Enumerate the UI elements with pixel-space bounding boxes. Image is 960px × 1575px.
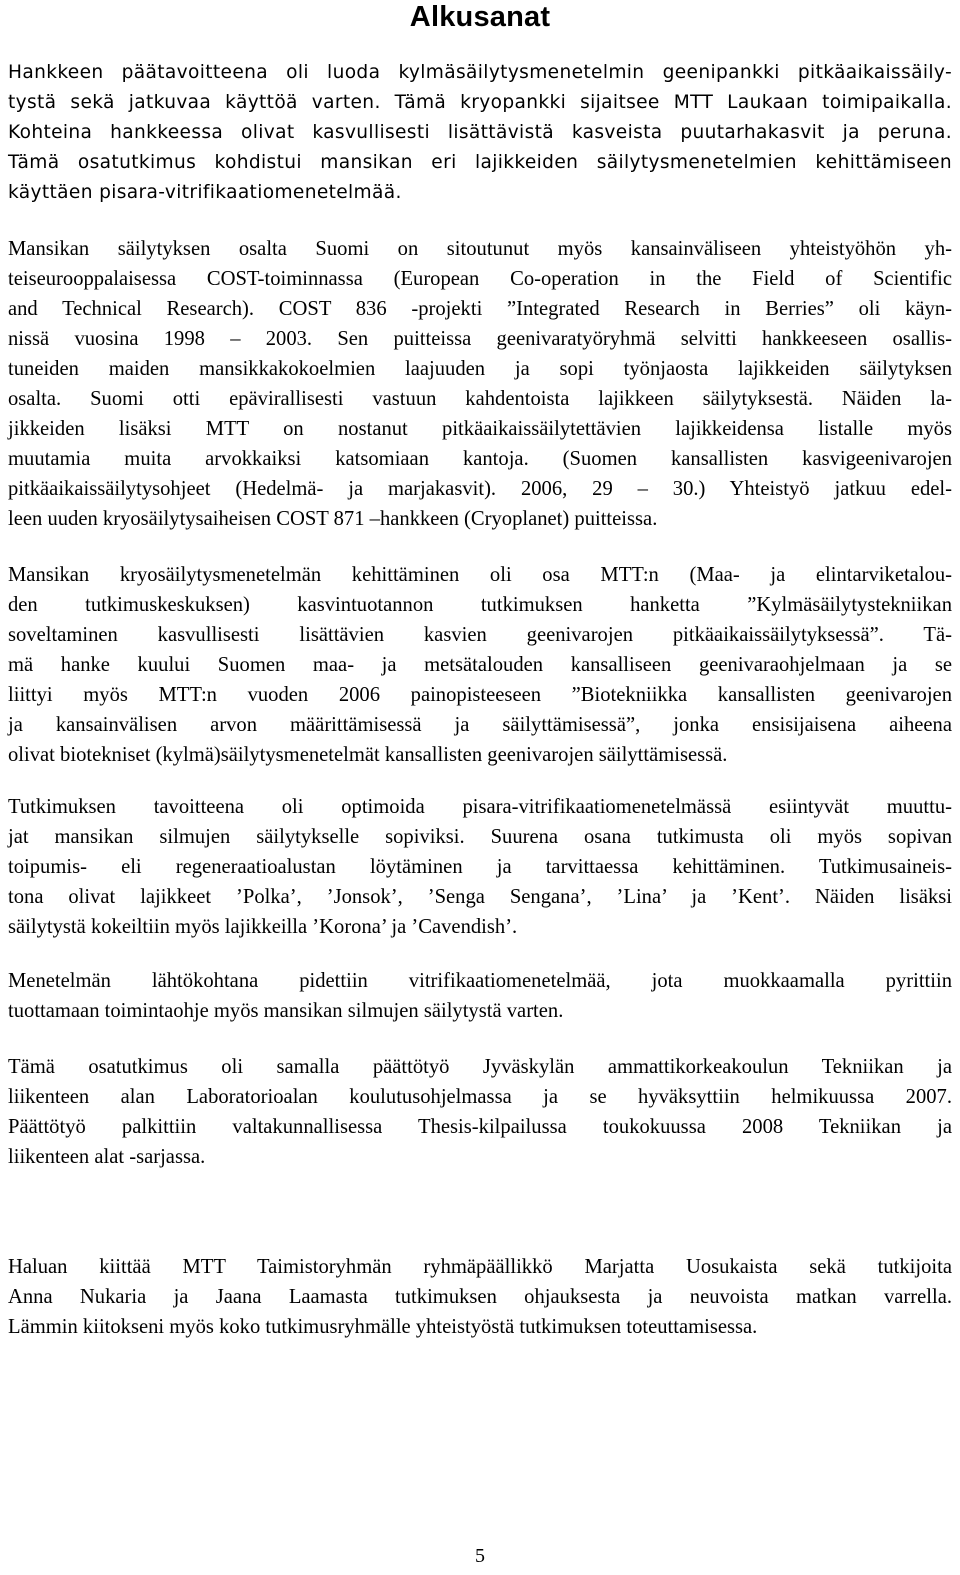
paragraph-research-goal: [8, 792, 952, 942]
paragraph-intro: [8, 58, 952, 208]
text-line: Lämmin kiitokseni myös koko tutkimusryhmälle yhteistyöstä tutkimuksen toteuttamisessa.: [8, 1316, 758, 1338]
text-line: Kohteina hankkeessa olivat kasvullisesti lisättävistä kasveista puutarhakasvit ja peruna.: [8, 122, 952, 143]
text-line: tuneiden maiden mansikkakokoelmien laajuuden ja sopi työnjaosta lajikkeiden säilytyksen: [8, 358, 952, 380]
text-line: jat mansikan silmujen säilytykselle sopiviksi. Suurena osana tutkimusta oli myös sopivan: [8, 826, 952, 848]
text-line: liittyi myös MTT:n vuoden 2006 painopisteeseen ”Biotekniikka kansallisten geenivarojen: [8, 684, 952, 706]
paragraph-cost-cooperation: [8, 234, 952, 534]
text-line: tystä sekä jatkuvaa käyttöä varten. Tämä kryopankki sijaitsee MTT Laukaan toimipaikalla.: [8, 92, 952, 113]
text-line: Tämä osatutkimus kohdistui mansikan eri lajikkeiden säilytysmenetelmien kehittämiseen: [8, 152, 952, 173]
text-line: liikenteen alan Laboratorioalan koulutusohjelmassa ja se hyväksyttiin helmikuussa 2007.: [8, 1086, 952, 1108]
text-line: leen uuden kryosäilytysaiheisen COST 871 –hankkeen (Cryoplanet) puitteissa.: [8, 508, 658, 530]
text-line: osalta. Suomi otti epävirallisesti vastuun kahdentoista lajikkeen säilytyksestä. Näiden la-: [8, 388, 952, 410]
text-line: Mansikan säilytyksen osalta Suomi on sitoutunut myös kansainväliseen yhteistyöhön yh-: [8, 238, 952, 260]
text-line: nissä vuosina 1998 – 2003. Sen puitteissa geenivaratyöryhmä selvitti hankkeeseen osallis-: [8, 328, 952, 350]
text-line: mä hanke kuului Suomen maa- ja metsätalouden kansalliseen geenivaraohjelmaan ja se: [8, 654, 952, 676]
text-line: soveltaminen kasvullisesti lisättävien kasvien geenivarojen pitkäaikaissäilytyksessä”. Tä-: [8, 624, 952, 646]
text-line: Päättötyö palkittiin valtakunnallisessa Thesis-kilpailussa toukokuussa 2008 Tekniikan ja: [8, 1116, 952, 1138]
text-line: Tämä osatutkimus oli samalla päättötyö Jyväskylän ammattikorkeakoulun Tekniikan ja: [8, 1056, 952, 1078]
paragraph-method-basis: [8, 966, 952, 1026]
paragraph-acknowledgements: [8, 1252, 952, 1342]
document-page: [8, 0, 952, 1338]
text-line: tuottamaan toimintaohje myös mansikan silmujen säilytystä varten.: [8, 1000, 564, 1022]
text-line: Haluan kiittää MTT Taimistoryhmän ryhmäpäällikkö Marjatta Uosukaista sekä tutkijoita: [8, 1256, 952, 1278]
text-line: jikkeiden lisäksi MTT on nostanut pitkäaikaissäilytettävien lajikkeidensa listalle myös: [8, 418, 952, 440]
text-line: muutamia muita arvokkaiksi katsomiaan kantoja. (Suomen kansallisten kasvigeenivarojen: [8, 448, 952, 470]
text-line: tona olivat lajikkeet ’Polka’, ’Jonsok’, ’Senga Sengana’, ’Lina’ ja ’Kent’. Näiden lisäksi: [8, 886, 952, 908]
text-line: Mansikan kryosäilytysmenetelmän kehittäminen oli osa MTT:n (Maa- ja elintarviketalou-: [8, 564, 952, 586]
page-number: 5: [475, 1545, 485, 1567]
paragraph-thesis: [8, 1052, 952, 1172]
text-line: pitkäaikaissäilytysohjeet (Hedelmä- ja marjakasvit). 2006, 29 – 30.) Yhteistyö jatkuu edel-: [8, 478, 952, 500]
text-line: Tutkimuksen tavoitteena oli optimoida pisara-vitrifikaatiomenetelmässä esiintyvät muuttu-: [8, 796, 952, 818]
text-line: toipumis- eli regeneraatioalustan löytäminen ja tarvittaessa kehittäminen. Tutkimusaineis-: [8, 856, 952, 878]
text-line: säilytystä kokeiltiin myös lajikkeilla ’Korona’ ja ’Cavendish’.: [8, 916, 518, 938]
text-line: teiseurooppalaisessa COST-toiminnassa (European Co-operation in the Field of Scientific: [8, 268, 952, 290]
text-line: Menetelmän lähtökohtana pidettiin vitrifikaatiomenetelmää, jota muokkaamalla pyrittiin: [8, 970, 952, 992]
text-line: käyttäen pisara-vitrifikaatiomenetelmää.: [8, 182, 402, 203]
paragraph-project-background: [8, 560, 952, 770]
text-line: liikenteen alat -sarjassa.: [8, 1146, 206, 1168]
text-line: Anna Nukaria ja Jaana Laamasta tutkimuksen ohjauksesta ja neuvoista matkan varrella.: [8, 1286, 952, 1308]
text-line: Hankkeen päätavoitteena oli luoda kylmäsäilytysmenetelmin geenipankki pitkäaikaissäily-: [8, 62, 952, 83]
text-line: and Technical Research). COST 836 -projekti ”Integrated Research in Berries” oli käyn-: [8, 298, 952, 320]
page-title: Alkusanat: [409, 1, 551, 33]
text-line: olivat biotekniset (kylmä)säilytysmenetelmät kansallisten geenivarojen säilyttämisessä.: [8, 744, 728, 766]
text-line: den tutkimuskeskuksen) kasvintuotannon tutkimuksen hanketta ”Kylmäsäilytystekniikan: [8, 594, 952, 616]
text-line: ja kansainvälisen arvon määrittämisessä ja säilyttämisessä”, jonka ensisijaisena aiheena: [8, 714, 952, 736]
